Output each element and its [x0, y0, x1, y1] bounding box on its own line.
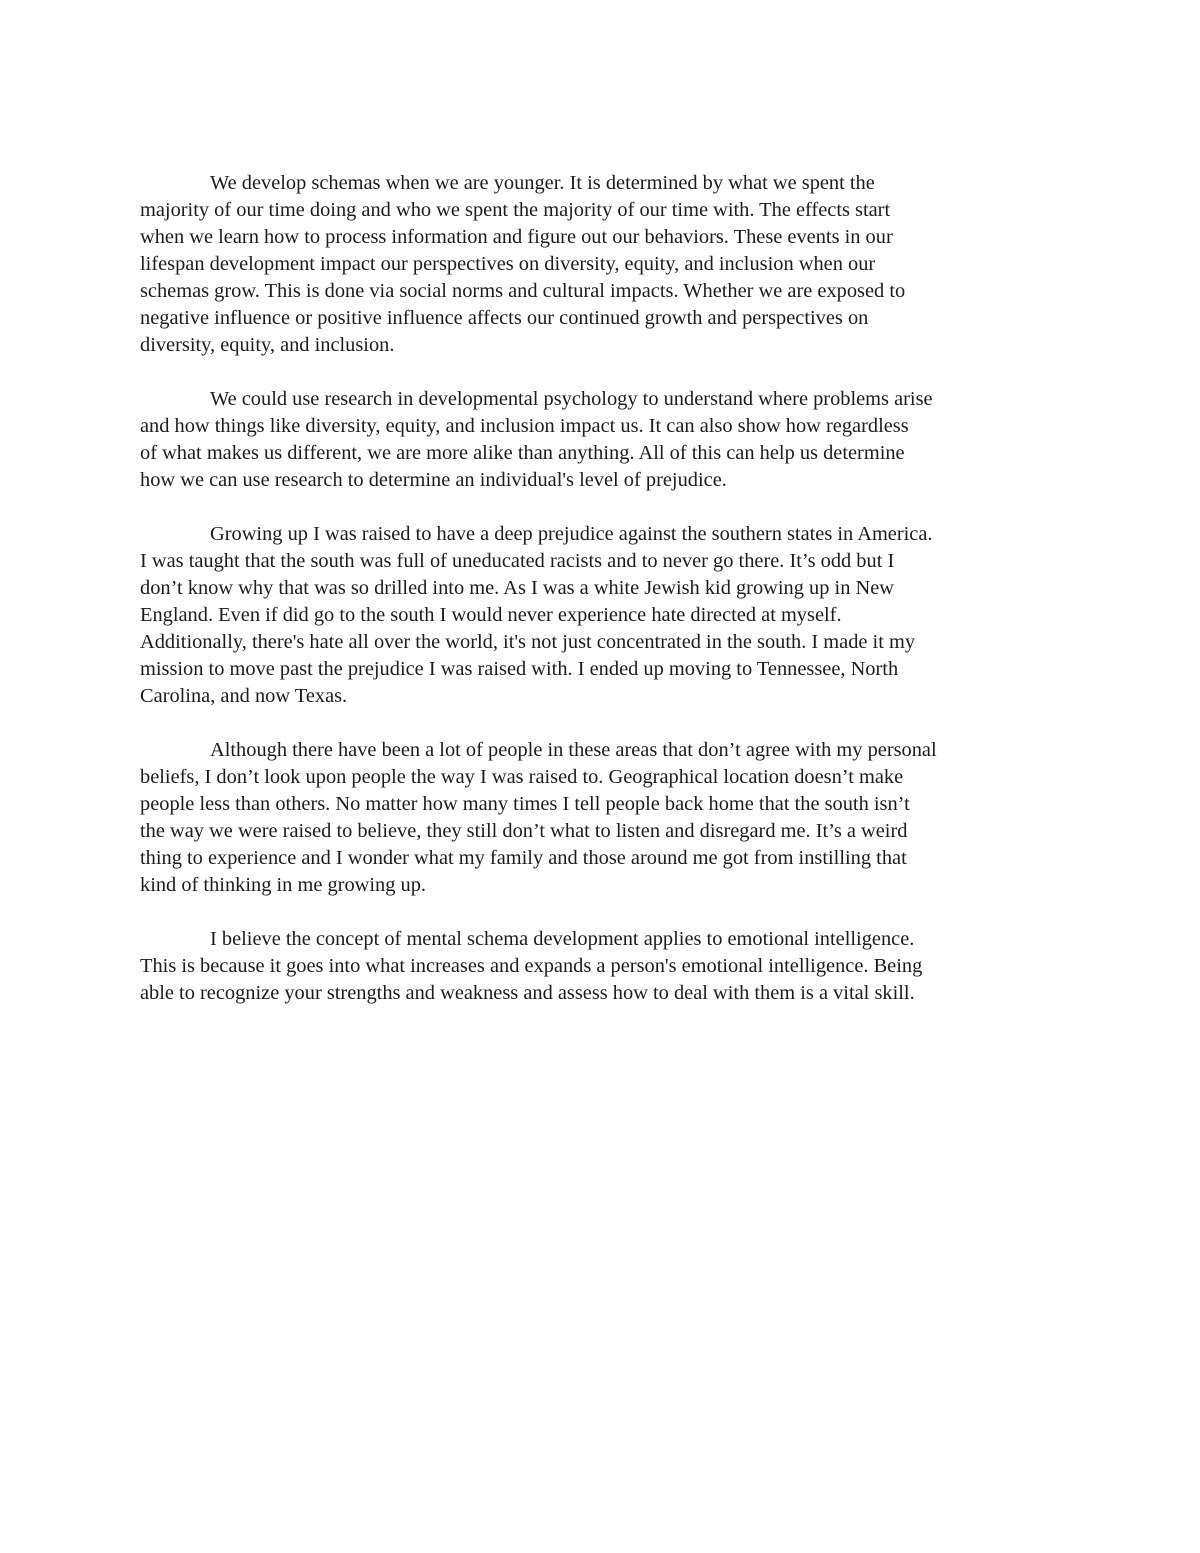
paragraph-line: when we learn how to process information and figure out our behaviors. These events in our: [140, 226, 893, 248]
paragraph-1: [140, 170, 1052, 359]
paragraph-line: schemas grow. This is done via social norms and cultural impacts. Whether we are exposed to: [140, 280, 906, 302]
paragraph-line: Although there have been a lot of people in these areas that don’t agree with my personal: [210, 739, 937, 761]
paragraph-line: people less than others. No matter how many times I tell people back home that the south isn’t: [140, 793, 910, 815]
paragraph-line: lifespan development impact our perspectives on diversity, equity, and inclusion when our: [140, 253, 876, 275]
paragraph-line: majority of our time doing and who we spent the majority of our time with. The effects start: [140, 199, 891, 221]
paragraph-line: I was taught that the south was full of uneducated racists and to never go there. It’s odd but I: [140, 550, 895, 572]
paragraph-line: and how things like diversity, equity, and inclusion impact us. It can also show how regardless: [140, 415, 909, 437]
paragraph-line: don’t know why that was so drilled into me. As I was a white Jewish kid growing up in New: [140, 577, 894, 599]
paragraph-line: how we can use research to determine an individual's level of prejudice.: [140, 469, 727, 491]
paragraph-line: mission to move past the prejudice I was raised with. I ended up moving to Tennessee, North: [140, 658, 899, 680]
paragraph-2: [140, 386, 1052, 494]
paragraph-line: beliefs, I don’t look upon people the way I was raised to. Geographical location doesn’t make: [140, 766, 904, 788]
paragraph-line: of what makes us different, we are more alike than anything. All of this can help us determine: [140, 442, 905, 464]
paragraph-line: We develop schemas when we are younger. It is determined by what we spent the: [210, 172, 875, 194]
paragraph-line: thing to experience and I wonder what my family and those around me got from instilling that: [140, 847, 907, 869]
paragraph-5: [140, 926, 1052, 1007]
paragraph-line: kind of thinking in me growing up.: [140, 874, 427, 896]
paragraph-line: Growing up I was raised to have a deep prejudice against the southern states in America.: [210, 523, 933, 545]
paragraph-line: This is because it goes into what increases and expands a person's emotional intelligence. Being: [140, 955, 923, 977]
paragraph-line: the way we were raised to believe, they still don’t what to listen and disregard me. It’s a weird: [140, 820, 908, 842]
paragraph-3: [140, 521, 1052, 710]
paragraph-line: England. Even if did go to the south I would never experience hate directed at myself.: [140, 604, 842, 626]
paragraph-line: Additionally, there's hate all over the world, it's not just concentrated in the south. I made it my: [140, 631, 916, 653]
paragraph-line: negative influence or positive influence affects our continued growth and perspectives on: [140, 307, 869, 329]
paragraph-line: We could use research in developmental psychology to understand where problems arise: [210, 388, 933, 410]
paragraph-line: diversity, equity, and inclusion.: [140, 334, 395, 356]
paragraph-line: Carolina, and now Texas.: [140, 685, 348, 707]
document-body: [140, 170, 1052, 1034]
paragraph-line: able to recognize your strengths and weakness and assess how to deal with them is a vital skill.: [140, 982, 915, 1004]
paragraph-4: [140, 737, 1052, 899]
paragraph-line: I believe the concept of mental schema development applies to emotional intelligence.: [210, 928, 915, 950]
